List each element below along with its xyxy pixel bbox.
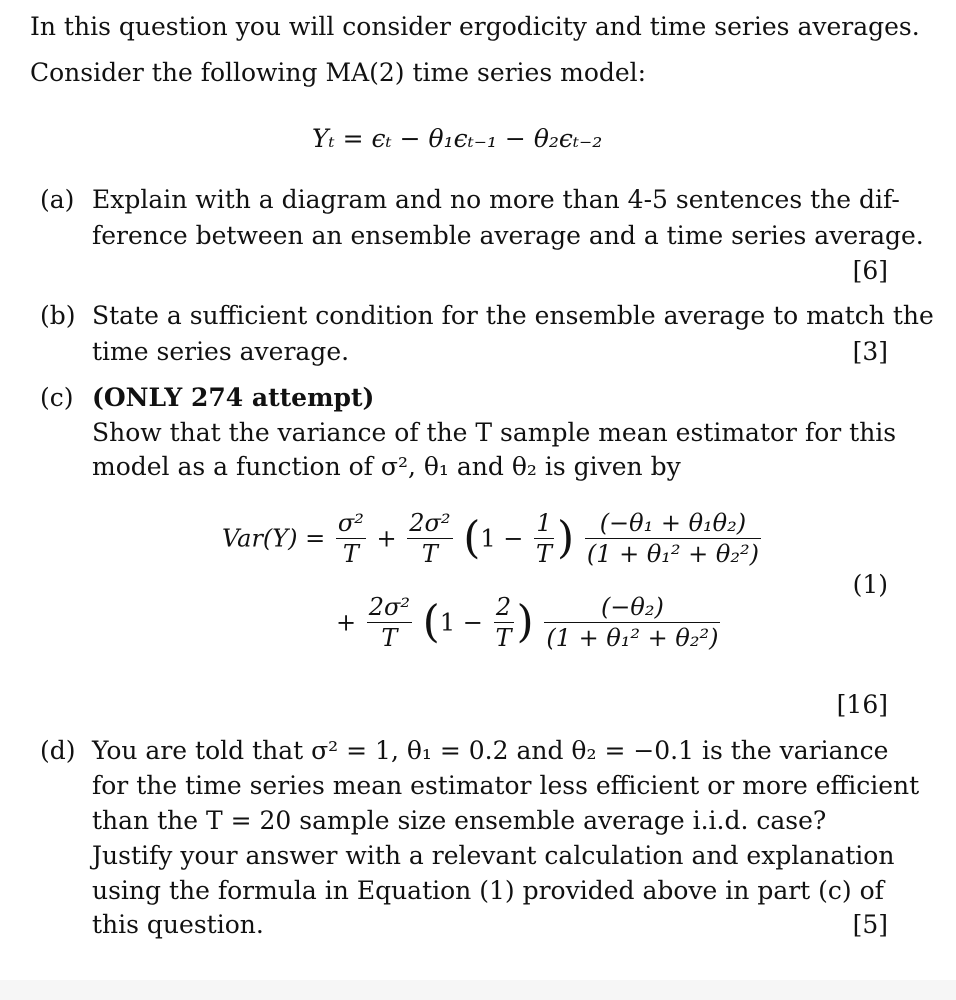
model-equation: Yₜ = ϵₜ − θ₁ϵₜ₋₁ − θ₂ϵₜ₋₂ — [312, 124, 603, 153]
part-a-marks: [6] — [852, 256, 888, 285]
equation-number: (1) — [852, 570, 888, 599]
part-b-marks: [3] — [852, 337, 888, 366]
part-d-label: (d) — [40, 736, 76, 765]
frac-theta2-den: (1 + θ₁² + θ₂²) — [546, 624, 719, 652]
frac-2-over-t-den: T — [495, 624, 512, 652]
frac-sigma2-num: σ² — [337, 509, 364, 537]
variance-formula-line-1: Var(Y) = $\frac{\text{σ²}}{T}$ + $\frac{\text{2σ²}}{T}$ (1 − $\frac{1}{T}$ ) $\frac{\text{(−θ₁ + θ₁θ₂)}}{\text{(1 + θ₁² + θ₂²)}}$ — [222, 509, 759, 568]
part-d-line-1: You are told that σ² = 1, θ₁ = 0.2 and θ₂ = −0.1 is the variance — [92, 736, 889, 765]
part-b-line-1: State a sufficient condition for the ensemble average to match the — [92, 301, 934, 330]
part-c-line-1: Show that the variance of the T sample mean estimator for this — [92, 418, 897, 447]
part-b-line-2: time series average. — [92, 337, 350, 366]
frac-theta-den: (1 + θ₁² + θ₂²) — [586, 540, 759, 568]
frac-2-over-t-num: 2 — [494, 592, 514, 623]
frac-2sigma2-den: T — [421, 540, 438, 568]
part-c-line-2: model as a function of σ², θ₁ and θ₂ is given by — [92, 452, 681, 481]
frac-2sigma2-b-num: 2σ² — [368, 593, 411, 621]
part-d-line-2: for the time series mean estimator less efficient or more efficient — [92, 771, 920, 800]
part-d-line-6: this question. — [92, 910, 264, 939]
one-minus-a: 1 − — [480, 524, 524, 553]
part-c-heading: (ONLY 274 attempt) — [92, 383, 375, 412]
part-d-line-4: Justify your answer with a relevant calculation and explanation — [92, 841, 895, 870]
part-a-line-2: ference between an ensemble average and a time series average. — [92, 221, 924, 250]
part-d-line-5: using the formula in Equation (1) provided above in part (c) of — [92, 876, 884, 905]
formula-lhs: Var(Y) = — [222, 524, 326, 553]
variance-formula-line-2: + $\frac{\text{2σ²}}{T}$ (1 − $\frac{2}{T}$ ) $\frac{\text{(−θ₂)}}{\text{(1 + θ₁² + θ₂²)}}$ — [336, 593, 719, 652]
frac-theta-num: (−θ₁ + θ₁θ₂) — [585, 508, 761, 539]
bottom-strip — [0, 980, 956, 1000]
frac-theta2-num: (−θ₂) — [544, 592, 720, 623]
part-c-marks: [16] — [836, 690, 888, 719]
frac-2sigma2-b-den: T — [381, 624, 398, 652]
one-minus-b: 1 − — [439, 608, 483, 637]
part-c-label: (c) — [40, 383, 74, 412]
part-b-label: (b) — [40, 301, 76, 330]
part-d-marks: [5] — [852, 910, 888, 939]
frac-1-over-t-den: T — [536, 540, 553, 568]
part-d-line-3: than the T = 20 sample size ensemble average i.i.d. case? — [92, 806, 827, 835]
intro-line-2: Consider the following MA(2) time series model: — [30, 58, 647, 87]
part-a-label: (a) — [40, 185, 75, 214]
intro-line-1: In this question you will consider ergodicity and time series averages. — [30, 12, 920, 41]
frac-sigma2-den: T — [342, 540, 359, 568]
part-a-line-1: Explain with a diagram and no more than 4-5 sentences the dif- — [92, 185, 900, 214]
frac-1-over-t-num: 1 — [534, 508, 554, 539]
frac-2sigma2-num: 2σ² — [409, 509, 451, 537]
